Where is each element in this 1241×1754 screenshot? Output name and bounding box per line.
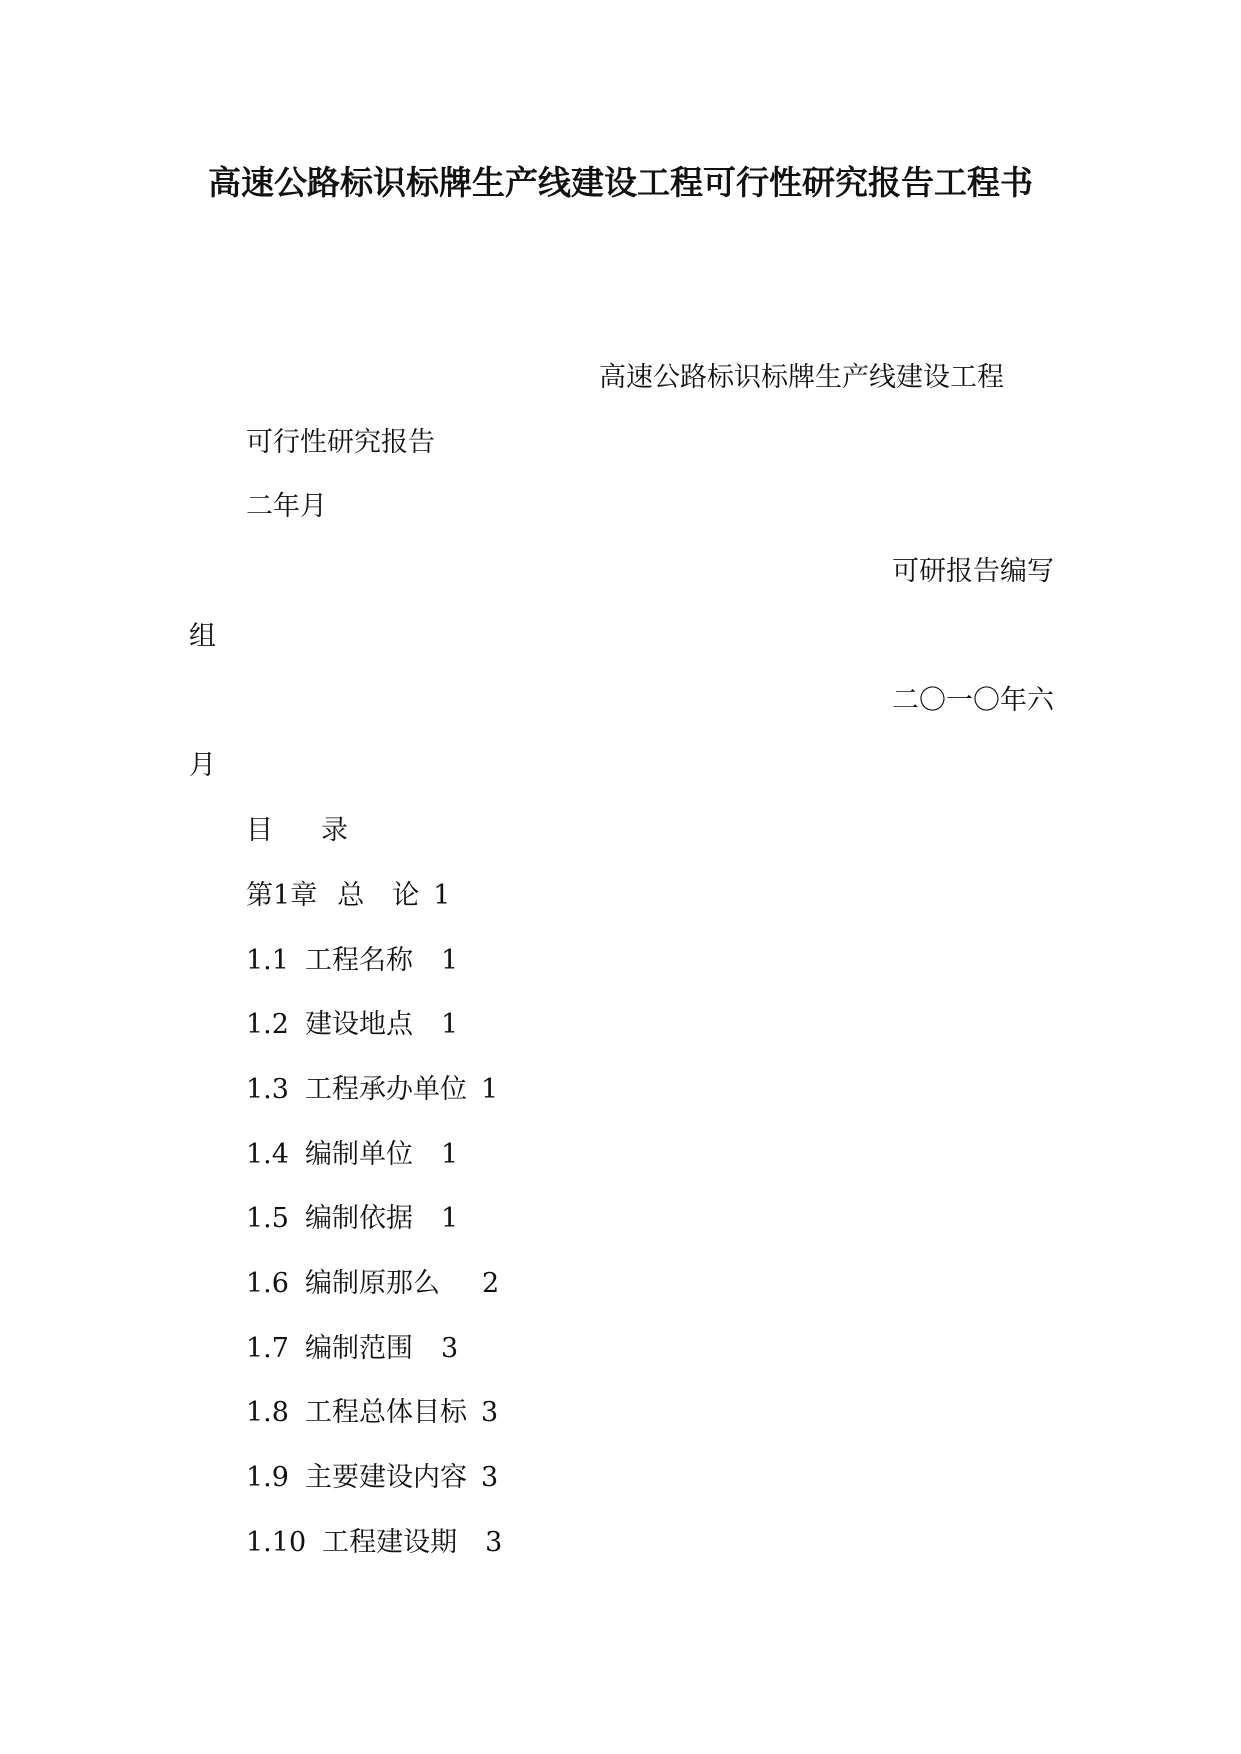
toc-chapter-page: 1 [433,880,451,911]
toc-item[interactable] [246,1397,498,1429]
toc-item-number: 1.7 [246,1333,289,1364]
toc-item-page: 3 [440,1333,459,1364]
toc-item-page: 3 [485,1527,503,1558]
toc-item-number: 1.4 [246,1139,289,1170]
toc-item[interactable] [246,1203,458,1235]
toc-item-label: 编制依据 [304,1203,413,1234]
toc-chapter-1[interactable] [246,880,450,912]
toc-item-number: 1.5 [246,1203,289,1234]
toc-item[interactable] [246,1139,458,1171]
toc-item-number: 1.10 [246,1527,307,1558]
toc-chapter-prefix: 第 [246,880,273,911]
toc-item-label: 编制原那么 [304,1268,440,1299]
toc-heading-left: 目 [246,815,273,846]
cover-date-part1: 二〇一〇年六 [892,685,1054,716]
toc-item-label: 编制范围 [304,1333,413,1364]
cover-project-line: 高速公路标识标牌生产线建设工程 [599,362,1004,393]
toc-item[interactable] [246,1268,499,1300]
toc-item[interactable] [246,1527,502,1559]
toc-item-label: 工程名称 [304,945,413,976]
toc-heading [246,815,348,847]
toc-item-number: 1.1 [246,945,289,976]
toc-chapter-name-a: 总 [337,880,365,911]
toc-item-label: 编制单位 [304,1139,413,1170]
toc-item-page: 1 [480,1074,499,1105]
toc-item-number: 1.2 [246,1009,289,1040]
toc-item-number: 1.8 [246,1397,289,1428]
toc-item-page: 2 [481,1268,500,1299]
toc-item-label: 主要建设内容 [304,1462,467,1493]
toc-item-page: 3 [480,1397,499,1428]
toc-item-number: 1.9 [246,1462,289,1493]
toc-item-number: 1.6 [246,1268,289,1299]
cover-date-part2: 月 [189,750,216,781]
toc-heading-right: 录 [321,815,348,846]
toc-item[interactable] [246,1333,458,1365]
toc-item-label: 工程承办单位 [304,1074,467,1105]
toc-chapter-number: 1 [273,880,291,911]
cover-date-placeholder: 二年月 [246,491,327,522]
toc-item-label: 工程总体目标 [304,1397,467,1428]
document-title: 高速公路标识标牌生产线建设工程可行性研究报告工程书 [208,163,1033,202]
toc-item-page: 1 [440,1203,459,1234]
toc-chapter-suffix: 章 [290,880,318,911]
cover-report-type: 可行性研究报告 [246,427,435,458]
toc-item-label: 工程建设期 [322,1527,458,1558]
toc-item-label: 建设地点 [304,1009,413,1040]
toc-item[interactable] [246,945,458,977]
toc-chapter-name-b: 论 [392,880,420,911]
toc-item-page: 3 [480,1462,499,1493]
toc-item-page: 1 [440,1139,459,1170]
toc-item[interactable] [246,1009,458,1041]
cover-author-part2: 组 [189,621,216,652]
toc-item-number: 1.3 [246,1074,289,1105]
toc-item-page: 1 [440,1009,459,1040]
toc-item[interactable] [246,1074,498,1106]
cover-author-part1: 可研报告编写 [892,556,1054,587]
toc-item[interactable] [246,1462,498,1494]
toc-item-page: 1 [440,945,459,976]
